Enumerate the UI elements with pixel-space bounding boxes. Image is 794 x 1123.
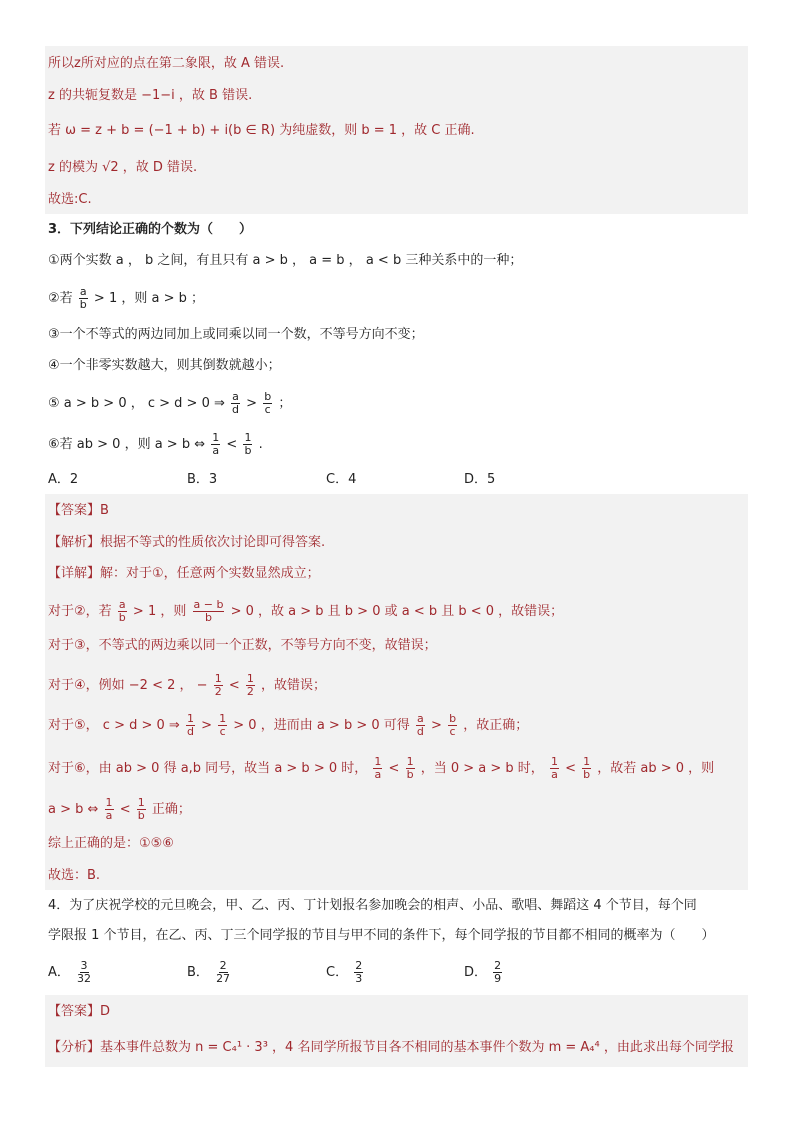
text-line: z 的模为 √2 ，故 D 错误. bbox=[48, 160, 198, 175]
numerator: a bbox=[232, 390, 239, 403]
option-b bbox=[187, 960, 233, 985]
statement bbox=[48, 286, 204, 311]
option-label: A． bbox=[48, 965, 70, 980]
detail-text: 对于⑤， c > d > 0 ⇒ bbox=[48, 718, 180, 733]
denominator: b bbox=[118, 611, 126, 624]
option-label: D． bbox=[464, 965, 488, 980]
fraction bbox=[215, 960, 231, 985]
analysis-line: 【解析】根据不等式的性质依次讨论即可得答案. bbox=[48, 535, 326, 550]
denominator: c bbox=[449, 725, 456, 738]
numerator: 1 bbox=[219, 712, 227, 725]
fraction bbox=[354, 960, 363, 985]
detail-text: ，故正确； bbox=[463, 718, 529, 733]
statement-text: < bbox=[226, 437, 238, 452]
fraction bbox=[137, 797, 146, 822]
numerator: 1 bbox=[583, 755, 591, 768]
denominator: 2 bbox=[214, 685, 222, 698]
option-d bbox=[464, 960, 504, 985]
detail-text: 对于④，例如 −2 < 2 ， − bbox=[48, 678, 208, 693]
detail-text: < bbox=[119, 802, 131, 817]
statement-text: > bbox=[246, 396, 258, 411]
statement-text: ； bbox=[278, 396, 292, 411]
fraction bbox=[218, 713, 227, 738]
detail-text: ，当 0 > a > b 时， bbox=[420, 761, 544, 776]
denominator: a bbox=[374, 768, 382, 781]
denominator: b bbox=[244, 444, 252, 457]
numerator: 1 bbox=[137, 796, 145, 809]
fraction bbox=[243, 432, 252, 457]
statement: ③一个不等式的两边同加上或同乘以同一个数，不等号方向不变； bbox=[48, 327, 424, 342]
option-d: D．5 bbox=[464, 472, 496, 487]
summary-line: 综上正确的是：①⑤⑥ bbox=[48, 836, 174, 851]
numerator: a bbox=[79, 285, 87, 298]
detail-text: ，故若 ab > 0 ，则 bbox=[597, 761, 715, 776]
detail-line: 【详解】解：对于①，任意两个实数显然成立； bbox=[48, 566, 320, 581]
text-line: 若 ω = z + b = (−1 + b) + i(b ∈ R) 为纯虚数，则 b = 1 ，故 C 正确. bbox=[48, 123, 475, 138]
detail-text: 对于⑥，由 ab > 0 得 a,b 同号，故当 a > b > 0 时， bbox=[48, 761, 368, 776]
statement: ④一个非零实数越大，则其倒数就越小； bbox=[48, 358, 281, 373]
denominator: b bbox=[583, 768, 591, 781]
numerator: 3 bbox=[80, 959, 88, 972]
answer-label: 【答案】D bbox=[48, 1004, 111, 1019]
statement-text: ⑤ a > b > 0 ， c > d > 0 ⇒ bbox=[48, 396, 225, 411]
denominator: d bbox=[416, 725, 424, 738]
numerator: b bbox=[264, 390, 272, 403]
fraction bbox=[79, 286, 88, 311]
option-c bbox=[326, 960, 365, 985]
question-text: 学限报 1 个节目，在乙、丙、丁三个同学报的节目与甲不同的条件下，每个同学报的节目都不相同的概率为（ ） bbox=[48, 928, 715, 943]
denominator: a bbox=[551, 768, 558, 781]
detail-text: > 0 ，进而由 a > b > 0 可得 bbox=[233, 718, 410, 733]
fraction bbox=[186, 713, 195, 738]
statement bbox=[48, 432, 263, 457]
denominator: 27 bbox=[216, 972, 231, 985]
statement bbox=[48, 391, 291, 416]
fraction bbox=[246, 673, 255, 698]
fraction bbox=[582, 756, 591, 781]
denominator: b bbox=[137, 809, 145, 822]
question-title: 3．下列结论正确的个数为（ ） bbox=[48, 222, 253, 237]
fraction bbox=[406, 756, 415, 781]
detail-text: 正确； bbox=[151, 802, 191, 817]
statement-text: . bbox=[258, 437, 263, 452]
fraction bbox=[448, 713, 457, 738]
text-line: z 的共轭复数是 −1−i ，故 B 错误. bbox=[48, 88, 253, 103]
fraction bbox=[76, 960, 92, 985]
statement-text: ⑥若 ab > 0 ，则 a > b ⇔ bbox=[48, 437, 206, 452]
option-b: B．3 bbox=[187, 472, 218, 487]
detail-text: > bbox=[431, 718, 442, 733]
numerator: 1 bbox=[186, 712, 194, 725]
fraction bbox=[231, 391, 240, 416]
detail-line: 对于③，不等式的两边乘以同一个正数，不等号方向不变，故错误； bbox=[48, 638, 437, 653]
detail-text: 对于②，若 bbox=[48, 604, 112, 619]
denominator: c bbox=[219, 725, 226, 738]
denominator: d bbox=[186, 725, 194, 738]
detail-line bbox=[48, 797, 191, 822]
statement: ①两个实数 a ， b 之间，有且只有 a > b ， a = b ， a < b 三种关系中的一种； bbox=[48, 253, 523, 268]
fraction bbox=[550, 756, 559, 781]
selection-line: 故选：B. bbox=[48, 868, 101, 883]
fraction bbox=[263, 391, 272, 416]
question-title: 4．为了庆祝学校的元旦晚会，甲、乙、丙、丁计划报名参加晚会的相声、小品、歌唱、舞蹈这 4 个节目，每个同 bbox=[48, 898, 697, 913]
numerator: 1 bbox=[212, 431, 220, 444]
detail-text: < bbox=[388, 761, 400, 776]
detail-text: ，故错误； bbox=[261, 678, 327, 693]
detail-text: > 0 ，故 a > b 且 b > 0 或 a < b 且 b < 0 ，故错误； bbox=[230, 604, 564, 619]
fraction bbox=[493, 960, 502, 985]
detail-text: a > b ⇔ bbox=[48, 802, 99, 817]
numerator: 1 bbox=[214, 672, 222, 685]
fraction bbox=[416, 713, 425, 738]
numerator: 1 bbox=[244, 431, 252, 444]
numerator: b bbox=[449, 712, 457, 725]
option-label: B． bbox=[187, 965, 209, 980]
numerator: 2 bbox=[219, 959, 227, 972]
numerator: 2 bbox=[355, 959, 363, 972]
numerator: 1 bbox=[246, 672, 254, 685]
detail-text: > bbox=[201, 718, 212, 733]
detail-line bbox=[48, 756, 714, 781]
numerator: a − b bbox=[193, 598, 224, 611]
detail-text: < bbox=[565, 761, 576, 776]
fraction bbox=[193, 599, 225, 624]
option-c: C．4 bbox=[326, 472, 357, 487]
denominator: 9 bbox=[494, 972, 502, 985]
numerator: 2 bbox=[494, 959, 502, 972]
denominator: b bbox=[79, 298, 87, 311]
statement-text: > 1 ，则 a > b ； bbox=[93, 291, 204, 306]
detail-line bbox=[48, 599, 563, 624]
option-label: C． bbox=[326, 965, 349, 980]
numerator: a bbox=[118, 598, 126, 611]
fraction bbox=[105, 797, 114, 822]
text-line: 所以z所对应的点在第二象限，故 A 错误. bbox=[48, 56, 285, 71]
fraction bbox=[118, 599, 127, 624]
denominator: b bbox=[406, 768, 414, 781]
analysis-line: 【分析】基本事件总数为 n = C₄¹ · 3³ ，4 名同学所报节目各不相同的基本事件个数为 m = A₄⁴ ，由此求出每个同学报 bbox=[48, 1040, 734, 1055]
denominator: 2 bbox=[246, 685, 254, 698]
detail-text: < bbox=[228, 678, 240, 693]
fraction bbox=[214, 673, 223, 698]
denominator: c bbox=[264, 403, 271, 416]
fraction bbox=[211, 432, 220, 457]
text-line: 故选:C. bbox=[48, 192, 92, 207]
denominator: a bbox=[105, 809, 113, 822]
denominator: 32 bbox=[77, 972, 92, 985]
numerator: 1 bbox=[406, 755, 414, 768]
option-a: A．2 bbox=[48, 472, 79, 487]
denominator: a bbox=[212, 444, 220, 457]
statement-text: ②若 bbox=[48, 291, 73, 306]
numerator: a bbox=[417, 712, 424, 725]
detail-text: > 1 ，则 bbox=[132, 604, 187, 619]
fraction bbox=[373, 756, 382, 781]
denominator: d bbox=[232, 403, 239, 416]
detail-line bbox=[48, 713, 528, 738]
numerator: 1 bbox=[550, 755, 558, 768]
numerator: 1 bbox=[105, 796, 113, 809]
answer-label: 【答案】B bbox=[48, 503, 109, 518]
detail-line bbox=[48, 673, 326, 698]
denominator: b bbox=[204, 611, 212, 624]
option-a bbox=[48, 960, 94, 985]
numerator: 1 bbox=[374, 755, 382, 768]
denominator: 3 bbox=[355, 972, 363, 985]
